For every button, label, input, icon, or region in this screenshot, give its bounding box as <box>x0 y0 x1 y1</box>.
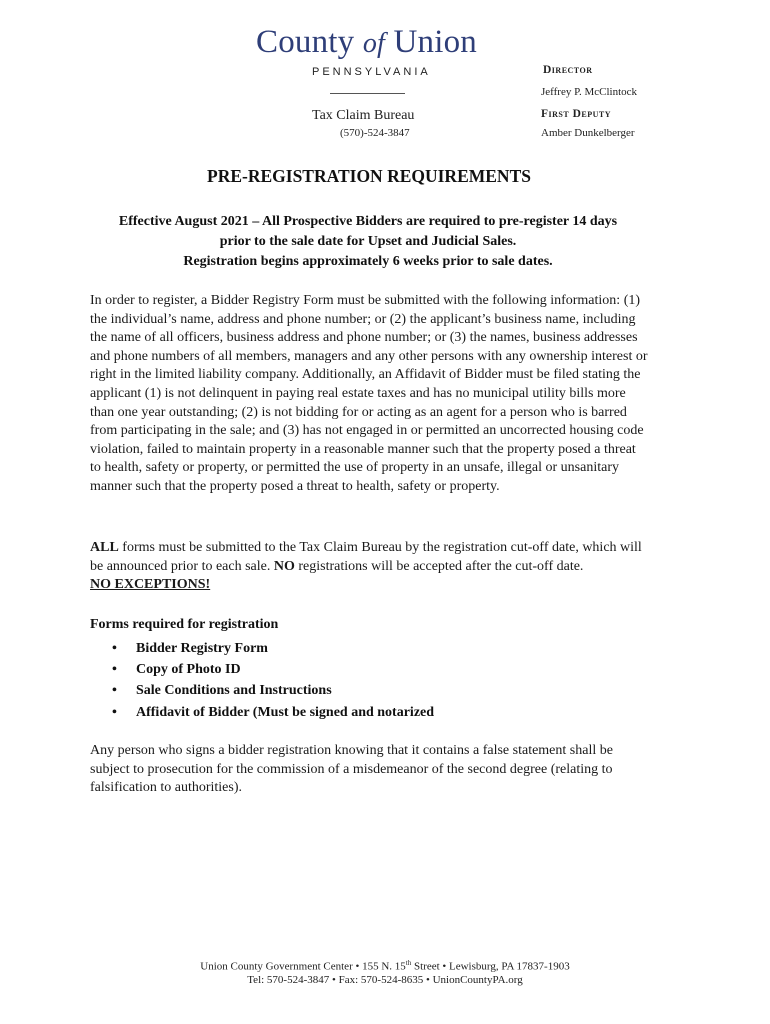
form-name: Copy of Photo ID <box>136 662 241 678</box>
cutoff-paragraph <box>90 539 650 595</box>
state-name: PENNSYLVANIA <box>312 66 431 78</box>
effective-line-3: Registration begins approximately 6 weeks prior to sale dates. <box>183 254 553 269</box>
effective-line-2: prior to the sale date for Upset and Judicial Sales. <box>219 234 517 249</box>
bullet-icon: • <box>112 683 117 699</box>
logo-union-text: Union <box>393 24 477 60</box>
bullet-icon: • <box>112 704 117 720</box>
effective-notice <box>90 212 646 272</box>
footer-address-sup: th <box>405 959 412 967</box>
county-logo <box>256 24 477 61</box>
no-emphasis: NO <box>273 558 295 574</box>
bullet-icon: • <box>112 641 117 656</box>
deputy-name: Amber Dunkelberger <box>541 127 635 139</box>
cutoff-text-end: registrations will be accepted after the cut-off date. <box>294 558 584 574</box>
document-title: PRE-REGISTRATION REQUIREMENTS <box>207 166 531 186</box>
no-exceptions: NO EXCEPTIONS! <box>90 577 211 593</box>
form-name: Affidavit of Bidder (Must be signed and notarized <box>136 704 435 720</box>
list-item <box>108 702 434 723</box>
cutoff-text: forms must be submitted to the Tax Claim Bureau by the registration cut-off date, which will be announced prior to each sale. <box>90 540 642 574</box>
footer-address-start: Union County Government Center • 155 N. 15 <box>200 960 406 973</box>
logo-of-text: of <box>362 28 386 59</box>
effective-line-1: Effective August 2021 – All Prospective Bidders are required to pre-register 14 days <box>118 214 618 229</box>
forms-heading: Forms required for registration <box>90 617 279 632</box>
director-name: Jeffrey P. McClintock <box>541 86 638 98</box>
list-item <box>108 638 434 659</box>
form-name: Sale Conditions and Instructions <box>136 683 332 699</box>
footer-contact: Tel: 570-524-3847 • Fax: 570-524-8635 • UnionCountyPA.org <box>247 974 523 986</box>
bureau-name: Tax Claim Bureau <box>312 108 415 123</box>
registration-requirements-paragraph: In order to register, a Bidder Registry Form must be submitted with the following information: (1) the individual’s name, address and phone number; or (2) the applicant’s business name, including the name of all officers, business address and phone number; or (3) the names, business addresses and phone numbers of all members, managers and any other persons with any ownership interest or right in the limited liability company. Additionally, an Affidavit of Bidder must be filed stating the applicant (1) is not delinquent in paying real estate taxes and has no municipal utility bills more than one year outstanding; (2) is not bidding for or acting as an agent for a person who is barred from participating in the sale; and (3) has not engaged in or permitted an uncorrected housing code violation, failed to maintain property in a reasonable manner such that the property posed a threat to health, safety or property, or permitted the use of property in an unsafe, illegal or unsanitary manner such that the property posed a threat to health, safety or property. <box>90 293 648 494</box>
bullet-icon: • <box>112 662 117 678</box>
director-title: Director <box>543 64 593 76</box>
forms-list <box>108 638 434 723</box>
footer-address-end: Street • Lewisburg, PA 17837-1903 <box>411 960 570 973</box>
header-divider <box>330 93 405 94</box>
deputy-title: First Deputy <box>541 108 611 120</box>
false-statement-paragraph: Any person who signs a bidder registration knowing that it contains a false statement shall be subject to prosecution for the commission of a misdemeanor of the second degree (relating to falsification to authorities). <box>90 743 613 796</box>
list-item <box>108 680 434 701</box>
bureau-phone: (570)-524-3847 <box>340 127 410 139</box>
list-item <box>108 659 434 680</box>
logo-county-text: County <box>256 24 355 60</box>
form-name: Bidder Registry Form <box>136 641 268 656</box>
all-emphasis: ALL <box>90 540 119 555</box>
